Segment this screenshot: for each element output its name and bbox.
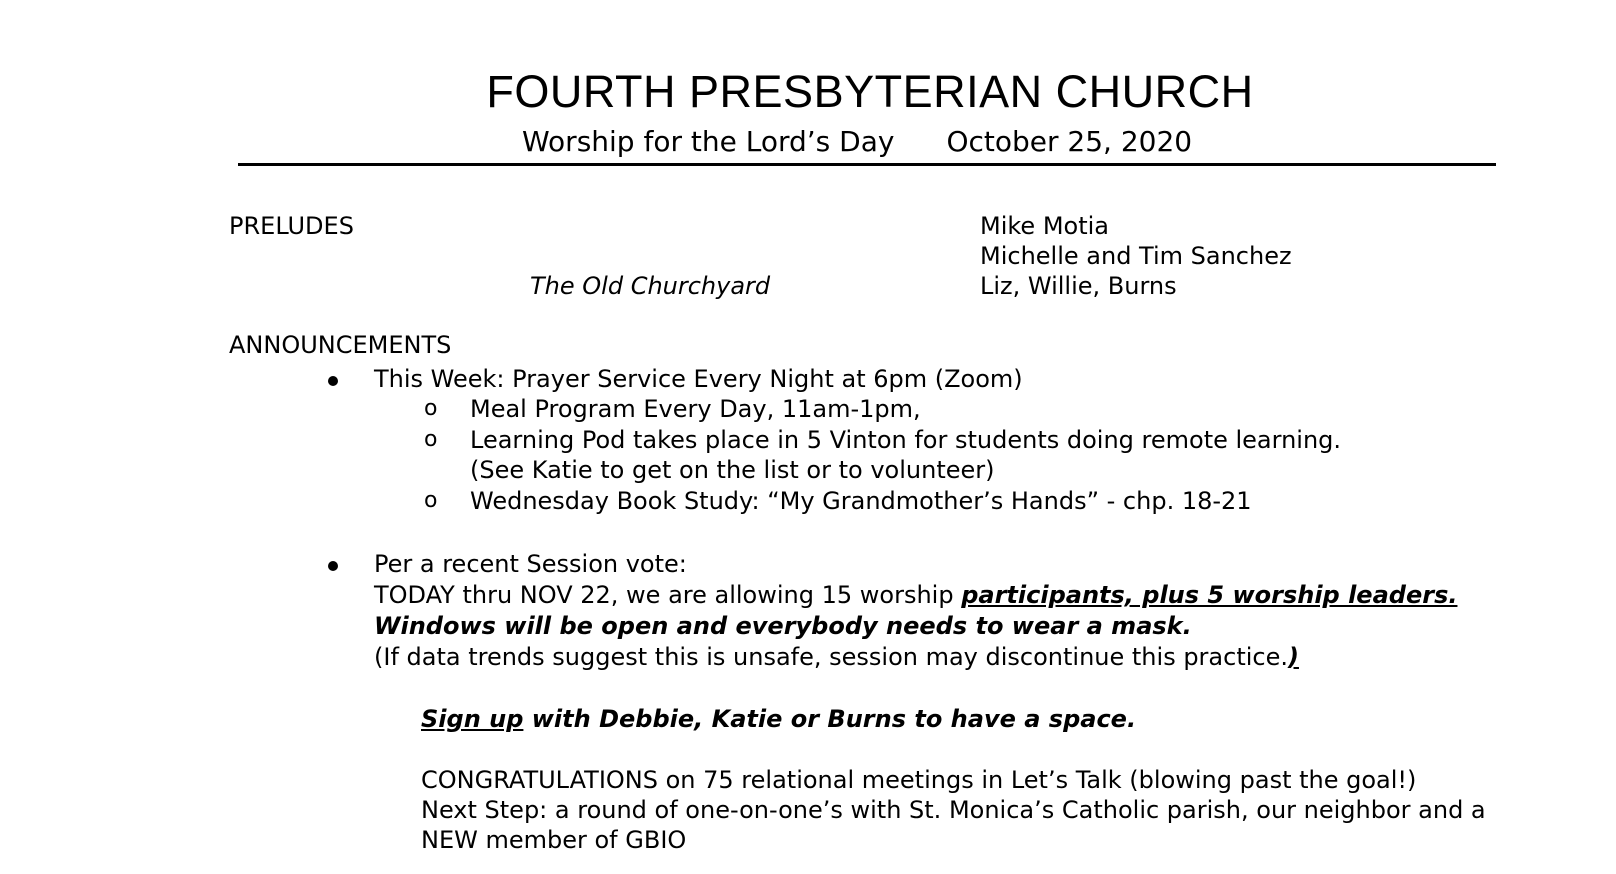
mask-notice: Windows will be open and everybody needs to wear a mask. xyxy=(374,612,1192,640)
session-vote-emphasis: participants, plus 5 worship leaders. xyxy=(961,581,1458,609)
church-name: FOURTH PRESBYTERIAN CHURCH xyxy=(486,66,1254,117)
prelude-piece-title: The Old Churchyard xyxy=(530,272,771,300)
worship-subtitle xyxy=(522,125,1192,158)
bullet-dot xyxy=(328,376,338,386)
gbio-line: NEW member of GBIO xyxy=(421,826,687,854)
bullet-dot xyxy=(328,561,338,571)
data-trends-text: (If data trends suggest this is unsafe, session may discontinue this practice. xyxy=(374,643,1288,671)
signup-rest: with Debbie, Katie or Burns to have a space. xyxy=(523,705,1137,733)
sub-bullet-marker: o xyxy=(424,396,438,421)
musician-3: Liz, Willie, Burns xyxy=(980,272,1177,300)
worship-date: October 25, 2020 xyxy=(946,125,1193,158)
announcements-heading: ANNOUNCEMENTS xyxy=(229,331,452,359)
data-trends-close: ) xyxy=(1288,643,1299,671)
signup-link[interactable]: Sign up xyxy=(421,705,524,733)
signup-line xyxy=(421,704,1136,734)
data-trends-note xyxy=(374,642,1299,672)
session-vote-plain: TODAY thru NOV 22, we are allowing 15 worship xyxy=(374,581,962,609)
worship-title: Worship for the Lord’s Day xyxy=(522,125,895,158)
this-week-line: This Week: Prayer Service Every Night at 6pm (Zoom) xyxy=(374,365,1023,393)
sub-item-learning-pod: Learning Pod takes place in 5 Vinton for students doing remote learning. xyxy=(470,426,1342,454)
musician-2: Michelle and Tim Sanchez xyxy=(980,242,1292,270)
next-step-line: Next Step: a round of one-on-one’s with St. Monica’s Catholic parish, our neighbor and a xyxy=(421,796,1486,824)
session-vote-intro: Per a recent Session vote: xyxy=(374,550,687,578)
sub-item-book-study: Wednesday Book Study: “My Grandmother’s Hands” - chp. 18-21 xyxy=(470,487,1252,515)
musician-1: Mike Motia xyxy=(980,212,1109,240)
header-rule xyxy=(238,163,1496,166)
sub-bullet-marker: o xyxy=(424,488,438,513)
preludes-heading: PRELUDES xyxy=(229,212,354,240)
session-vote-line xyxy=(374,580,1457,610)
sub-bullet-marker: o xyxy=(424,427,438,452)
sub-item-learning-pod-note: (See Katie to get on the list or to volunteer) xyxy=(470,456,995,484)
sub-item-meal: Meal Program Every Day, 11am-1pm, xyxy=(470,395,921,423)
congrats-line: CONGRATULATIONS on 75 relational meetings in Let’s Talk (blowing past the goal!) xyxy=(421,766,1417,794)
